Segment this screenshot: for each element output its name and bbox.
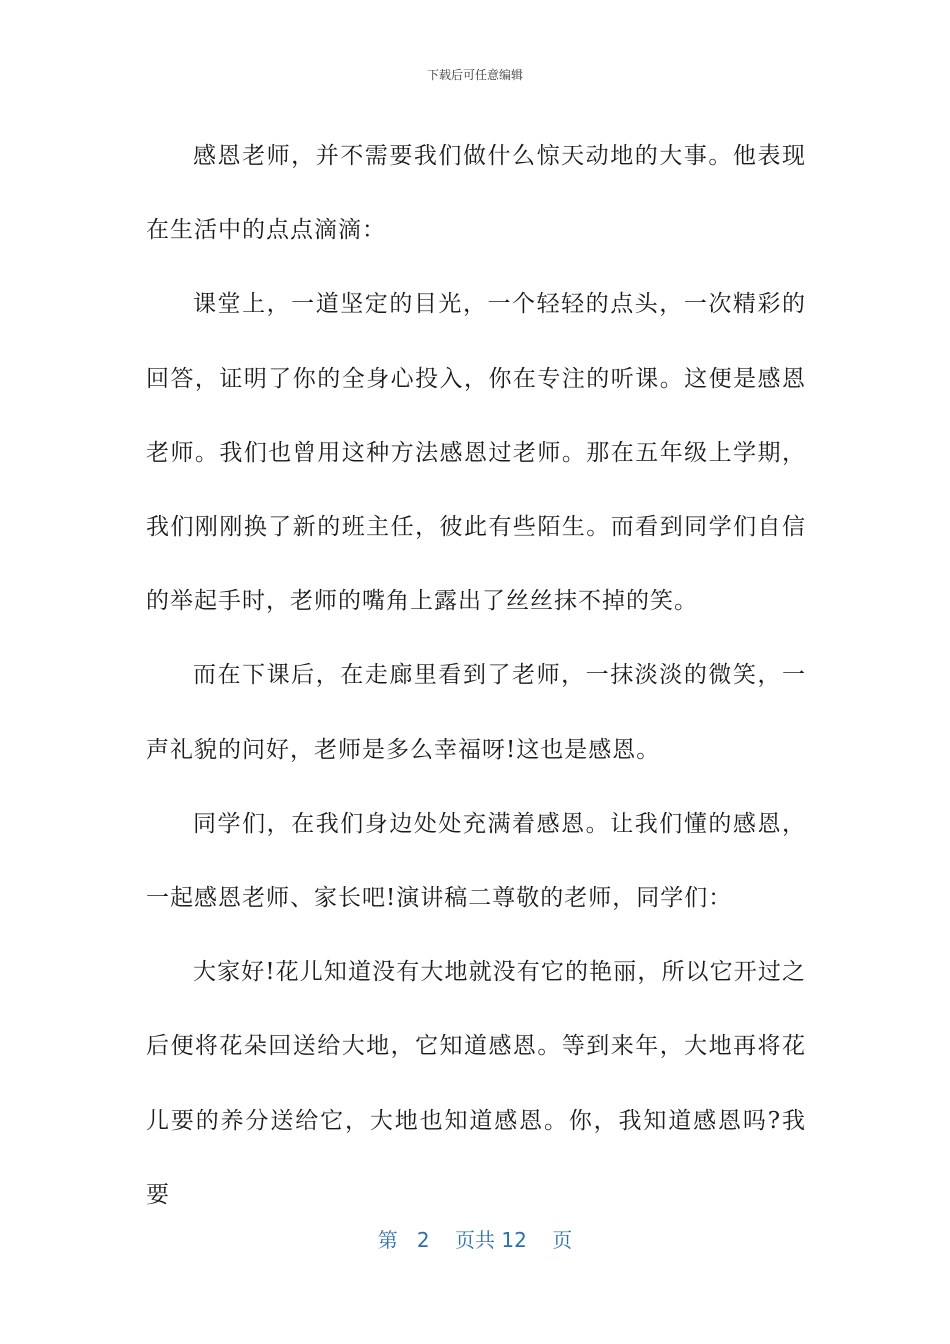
- document-body: [146, 119, 806, 1232]
- header-note: 下载后可任意编辑: [426, 68, 523, 82]
- total-pages-number: 12: [501, 1228, 527, 1252]
- paragraph-1: 感恩老师，并不需要我们做什么惊天动地的大事。他表现在生活中的点点滴滴：: [146, 143, 806, 244]
- footer-suffix: 页: [552, 1228, 573, 1252]
- paragraph-4: 同学们，在我们身边处处充满着感恩。让我们懂的感恩，一起感恩老师、家长吧!演讲稿二尊敬的老师，同学们：: [146, 810, 806, 912]
- page-footer: [0, 1224, 950, 1253]
- paragraph-2: 课堂上，一道坚定的目光，一个轻轻的点头，一次精彩的回答，证明了你的全身心投入，你在专注的听课。这便是感恩老师。我们也曾用这种方法感恩过老师。那在五年级上学期，我们刚刚换了新的班主任，彼此有些陌生。而看到同学们自信的举起手时，老师的嘴角上露出了丝丝抹不掉的笑。: [146, 291, 806, 615]
- footer-middle: 页共: [455, 1228, 495, 1252]
- paragraph-5: 大家好!花儿知道没有大地就没有它的艳丽，所以它开过之后便将花朵回送给大地，它知道感恩。等到来年，大地再将花儿要的养分送给它，大地也知道感恩。你，我知道感恩吗?我要: [146, 959, 806, 1208]
- current-page-number: 2: [416, 1228, 430, 1252]
- footer-prefix: 第: [377, 1228, 398, 1252]
- paragraph-3: 而在下课后，在走廊里看到了老师，一抹淡淡的微笑，一声礼貌的问好，老师是多么幸福呀!这也是感恩。: [146, 662, 806, 763]
